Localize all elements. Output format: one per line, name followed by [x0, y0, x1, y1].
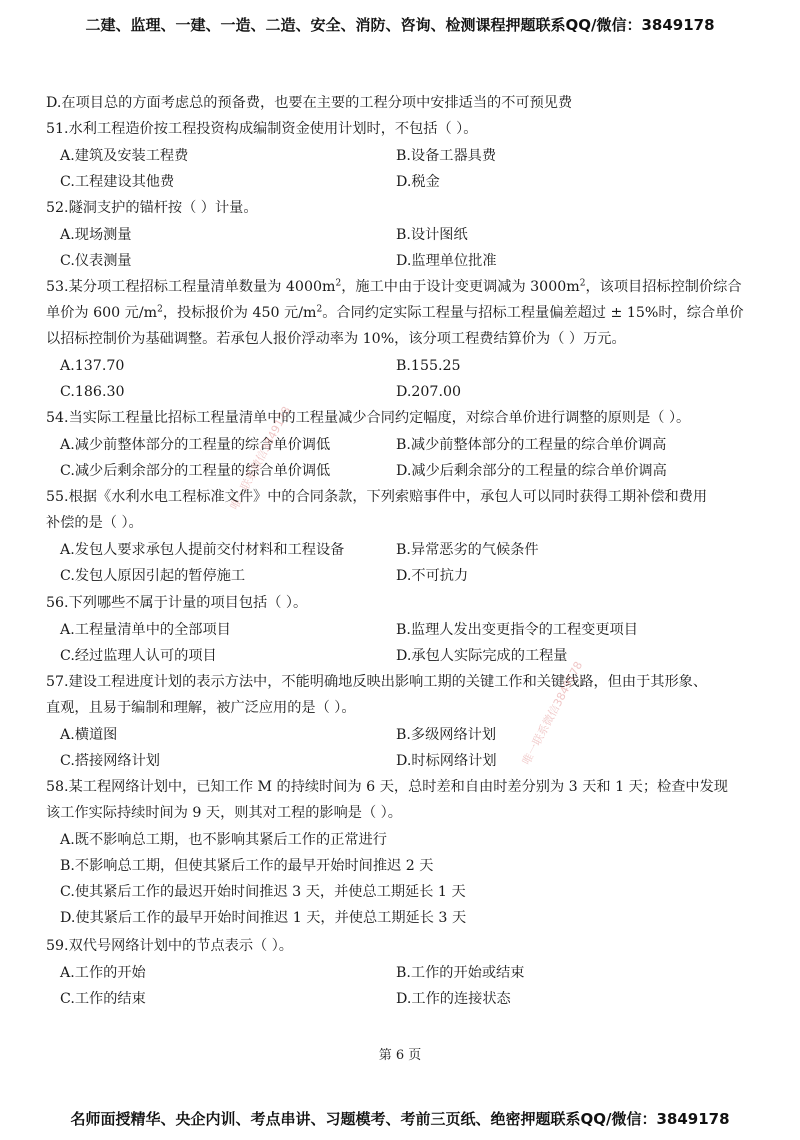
question-52-stem: 52.隧洞支护的锚杆按（ ）计量。	[46, 200, 258, 216]
question-59-option-a: A.工作的开始	[60, 965, 146, 981]
watermark-text: 唯一联系微信3849178	[519, 659, 586, 768]
watermark-text: 唯一联系微信3849178	[227, 404, 294, 513]
question-55-option-d: D.不可抗力	[396, 568, 469, 584]
q53-part: 单价为 600 元/m	[46, 305, 158, 321]
question-59-option-b: B.工作的开始或结束	[396, 965, 525, 981]
q53-part: ，投标报价为 450 元/m	[162, 305, 317, 321]
q53-part: ，施工中由于设计变更调减为 3000m	[341, 279, 580, 295]
question-52-option-b: B.设计图纸	[396, 227, 468, 243]
q53-sup: 2	[316, 304, 323, 315]
question-59-stem: 59.双代号网络计划中的节点表示（ ）。	[46, 938, 293, 954]
question-58-option-a: A.既不影响总工期，也不影响其紧后工作的正常进行	[60, 832, 387, 848]
question-55-stem-line-1: 55.根据《水利水电工程标准文件》中的合同条款，下列索赔事件中，承包人可以同时获得工期补偿和费用	[46, 489, 708, 505]
question-53-stem-line-3: 以招标控制价为基础调整。若承包人报价浮动率为 10%，该分项工程费结算价为（ ）万元。	[46, 331, 626, 347]
question-54-option-d: D.减少后剩余部分的工程量的综合单价调高	[396, 463, 667, 479]
q53-part: ，该项目招标控制价综合	[585, 279, 742, 295]
q53-part: 。合同约定实际工程量与招标工程量偏差超过 ± 15%时，综合单价	[322, 305, 744, 321]
q53-sup: 2	[335, 278, 342, 289]
question-56-option-b: B.监理人发出变更指令的工程变更项目	[396, 622, 638, 638]
question-53-stem-line-1	[46, 278, 742, 296]
question-54-option-b: B.减少前整体部分的工程量的综合单价调高	[396, 437, 667, 453]
question-55-option-b: B.异常恶劣的气候条件	[396, 542, 539, 558]
question-57-option-d: D.时标网络计划	[396, 753, 497, 769]
q53-part: 53.某分项工程招标工程量清单数量为 4000m	[46, 279, 336, 295]
page-number: 第 6 页	[378, 1048, 422, 1063]
question-57-stem-line-1: 57.建设工程进度计划的表示方法中，不能明确地反映出影响工期的关键工作和关键线路，但由于其形象、	[46, 674, 708, 690]
question-56-option-c: C.经过监理人认可的项目	[60, 648, 217, 664]
question-58-option-d: D.使其紧后工作的最早开始时间推迟 1 天，并使总工期延长 3 天	[60, 910, 467, 926]
question-57-option-b: B.多级网络计划	[396, 727, 497, 743]
question-51-option-a: A.建筑及安装工程费	[60, 148, 189, 164]
q53-sup: 2	[579, 278, 586, 289]
carryover-option: D.在项目总的方面考虑总的预备费，也要在主要的工程分项中安排适当的不可预见费	[46, 95, 573, 111]
question-53-option-c: C.186.30	[60, 384, 125, 400]
question-59-option-d: D.工作的连接状态	[396, 991, 511, 1007]
question-53-option-d: D.207.00	[396, 384, 462, 400]
question-53-option-a: A.137.70	[60, 358, 125, 374]
question-59-option-c: C.工作的结束	[60, 991, 146, 1007]
question-53-option-b: B.155.25	[396, 358, 461, 374]
question-51-option-b: B.设备工器具费	[396, 148, 497, 164]
question-52-option-a: A.现场测量	[60, 227, 132, 243]
question-53-stem-line-2	[46, 304, 744, 322]
question-54-option-a: A.减少前整体部分的工程量的综合单价调低	[60, 437, 331, 453]
question-55-option-c: C.发包人原因引起的暂停施工	[60, 568, 246, 584]
question-58-stem-line-2: 该工作实际持续时间为 9 天，则其对工程的影响是（ ）。	[46, 805, 402, 821]
question-51-option-c: C.工程建设其他费	[60, 174, 175, 190]
question-55-option-a: A.发包人要求承包人提前交付材料和工程设备	[60, 542, 345, 558]
question-57-stem-line-2: 直观，且易于编制和理解，被广泛应用的是（ ）。	[46, 700, 356, 716]
question-52-option-c: C.仪表测量	[60, 253, 132, 269]
question-52-option-d: D.监理单位批准	[396, 253, 497, 269]
question-56-option-d: D.承包人实际完成的工程量	[396, 648, 568, 664]
q53-sup: 2	[157, 304, 163, 315]
question-55-stem-line-2: 补偿的是（ ）。	[46, 515, 143, 531]
question-51-stem: 51.水利工程造价按工程投资构成编制资金使用计划时，不包括（ ）。	[46, 121, 478, 137]
question-57-option-c: C.搭接网络计划	[60, 753, 160, 769]
question-56-stem: 56.下列哪些不属于计量的项目包括（ ）。	[46, 595, 308, 611]
question-58-option-c: C.使其紧后工作的最迟开始时间推迟 3 天，并使总工期延长 1 天	[60, 884, 466, 900]
question-51-option-d: D.税金	[396, 174, 440, 190]
question-54-option-c: C.减少后剩余部分的工程量的综合单价调低	[60, 463, 331, 479]
question-58-option-b: B.不影响总工期，但使其紧后工作的最早开始时间推迟 2 天	[60, 858, 434, 874]
question-56-option-a: A.工程量清单中的全部项目	[60, 622, 231, 638]
question-58-stem-line-1: 58.某工程网络计划中，已知工作 M 的持续时间为 6 天，总时差和自由时差分别为 3 天和 1 天；检查中发现	[46, 779, 728, 795]
question-57-option-a: A.横道图	[60, 727, 118, 743]
footer-banner: 名师面授精华、央企内训、考点串讲、习题模考、考前三页纸、绝密押题联系QQ/微信：3849178	[70, 1110, 730, 1128]
question-54-stem: 54.当实际工程量比招标工程量清单中的工程量减少合同约定幅度，对综合单价进行调整的原则是（ ）。	[46, 410, 691, 426]
header-banner: 二建、监理、一建、一造、二造、安全、消防、咨询、检测课程押题联系QQ/微信：3849178	[85, 16, 715, 34]
